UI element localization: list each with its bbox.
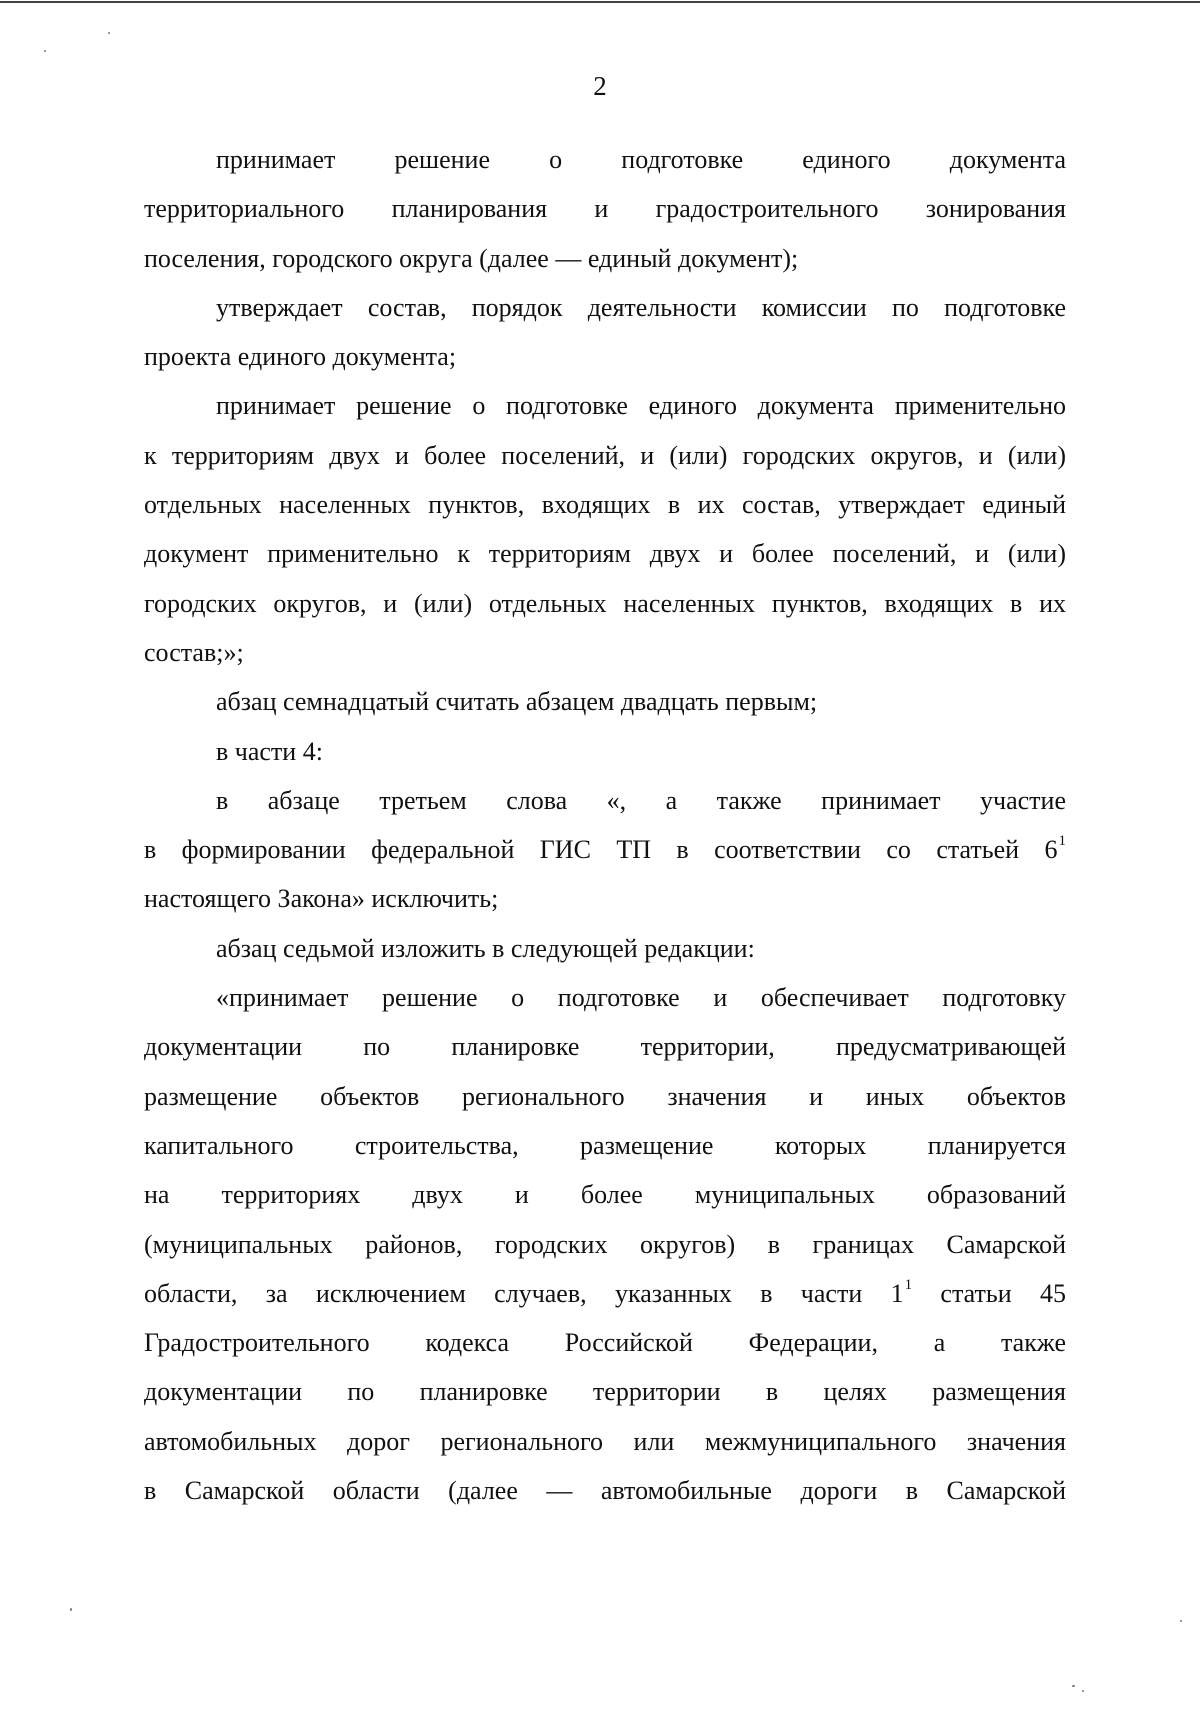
text-line: принимает решение о подготовке единого документа [216, 145, 1066, 174]
document-body [144, 135, 1066, 1515]
text-line: к территориям двух и более поселений, и (или) городских округов, и (или) [144, 440, 1066, 470]
text-segment: статьи 45 [912, 1278, 1066, 1308]
text-line: документации по планировке территории в целях размещения [144, 1377, 1066, 1407]
superscript: 1 [904, 1276, 913, 1293]
scan-speck [1072, 1685, 1075, 1687]
scan-speck [44, 50, 46, 52]
page-number: 2 [593, 71, 607, 101]
text-line: размещение объектов регионального значения и иных объектов [144, 1081, 1066, 1111]
text-line: территориального планирования и градостроительного зонирования [144, 194, 1066, 224]
text-line: в абзаце третьем слова «, а также принимает участие [216, 785, 1066, 815]
superscript: 1 [1058, 833, 1066, 850]
paragraph-5 [144, 727, 1066, 776]
text-line: состав;»; [144, 637, 244, 667]
scan-speck [70, 1608, 72, 1611]
top-border-line [0, 1, 1200, 3]
text-line: в части 4: [216, 736, 323, 766]
paragraph-6 [144, 776, 1066, 924]
text-line: отдельных населенных пунктов, входящих в их состав, утверждает единый [144, 490, 1066, 520]
text-line: Градостроительного кодекса Российской Федерации, а также [144, 1328, 1066, 1358]
text-line: абзац седьмой изложить в следующей редакции: [216, 933, 755, 963]
text-line: проекта единого документа; [144, 342, 457, 372]
text-line: капитального строительства, размещение которых планируется [144, 1130, 1066, 1160]
text-line-with-superscript [144, 1269, 1066, 1318]
scan-speck [108, 32, 110, 34]
text-line: принимает решение о подготовке единого документа применительно [216, 391, 1066, 421]
text-segment: области, за исключением случаев, указанных в части 1 [144, 1278, 904, 1308]
text-line: настоящего Закона» исключить; [144, 884, 499, 914]
text-line: поселения, городского округа (далее — единый документ); [144, 243, 799, 273]
text-line: автомобильных дорог регионального или межмуниципального значения [144, 1426, 1066, 1456]
text-line: городских округов, и (или) отдельных населенных пунктов, входящих в их [144, 588, 1066, 618]
paragraph-7 [144, 924, 1066, 973]
paragraph-1 [144, 135, 1066, 283]
paragraph-2 [144, 283, 1066, 382]
text-line: абзац семнадцатый считать абзацем двадцать первым; [216, 687, 818, 717]
scan-speck [1180, 1620, 1182, 1622]
paragraph-8 [144, 973, 1066, 1515]
text-line: в Самарской области (далее — автомобильные дороги в Самарской [144, 1476, 1066, 1506]
text-line: документации по планировке территории, предусматривающей [144, 1032, 1066, 1062]
text-line: (муниципальных районов, городских округов) в границах Самарской [144, 1229, 1066, 1259]
text-segment: в формировании федеральной ГИС ТП в соответствии со статьей 6 [144, 835, 1058, 865]
text-line: «принимает решение о подготовке и обеспечивает подготовку [216, 983, 1066, 1013]
text-line: утверждает состав, порядок деятельности комиссии по подготовке [216, 292, 1066, 322]
paragraph-4 [144, 677, 1066, 726]
scan-speck [1082, 1690, 1084, 1692]
paragraph-3 [144, 381, 1066, 677]
text-line: документ применительно к территориям двух и более поселений, и (или) [144, 539, 1066, 569]
text-line: на территориях двух и более муниципальных образований [144, 1180, 1066, 1210]
text-line-with-superscript [144, 825, 1066, 874]
